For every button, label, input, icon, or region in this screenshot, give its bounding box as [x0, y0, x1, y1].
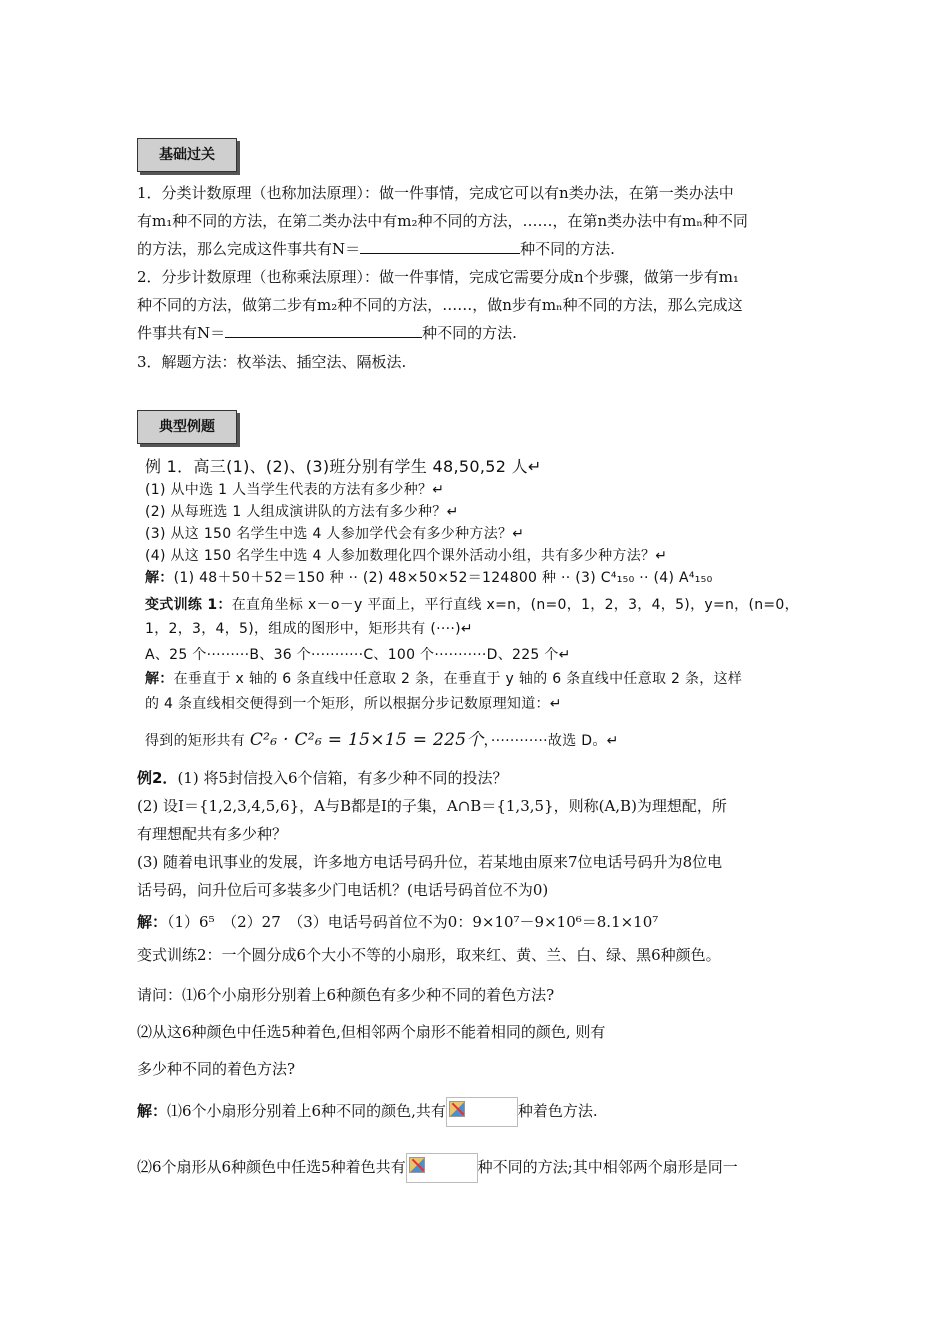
text: ⑴6个小扇形分别着上6种不同的颜色,共有	[167, 1102, 446, 1120]
text: 种不同的方法.	[422, 324, 517, 342]
fill-blank	[360, 239, 520, 254]
text: 得到的矩形共有	[145, 733, 246, 749]
principle-1-line-3	[137, 239, 615, 259]
formula: C²₆ · C²₆ = 15×15 = 225个	[249, 730, 484, 750]
variant-2-solution-1	[137, 1096, 598, 1127]
section-title: 基础过关	[159, 147, 215, 163]
example-2-q3-line-2: 话号码，问升位后可多装多少门电话机？(电话号码首位不为0)	[137, 881, 549, 899]
broken-image-icon	[446, 1097, 518, 1127]
variant-label: 变式训练 1：	[145, 597, 232, 613]
example-2-q2-line-1: (2) 设I＝{1,2,3,4,5,6}，A与B都是I的子集，A∩B＝{1,3,5}，则称(A,B)为理想配，所	[137, 797, 727, 815]
variant-1-options: A、25 个·········B、36 个···········C、100 个···········D、225 个↵	[145, 647, 571, 663]
solution-label: 解：	[137, 1102, 168, 1120]
variant-2-solution-2	[137, 1152, 738, 1183]
example-1-q1: (1) 从中选 1 人当学生代表的方法有多少种？↵	[145, 482, 445, 498]
principle-1-line-2: 有m₁种不同的方法，在第二类办法中有m₂种不同的方法，……，在第n类办法中有mₙ种不同	[137, 212, 748, 230]
text: 例 1．高三(1)、(2)、(3)班分别有学生 48,50,52 人↵	[145, 457, 542, 476]
example-1-q3: (3) 从这 150 名学生中选 4 人参加学代会有多少种方法？↵	[145, 526, 525, 542]
example-2-solution	[137, 912, 658, 932]
example-label: 例2．	[137, 769, 178, 787]
text: 的方法，那么完成这件事共有N＝	[137, 240, 361, 258]
principle-1-line-1: 1．分类计数原理（也称加法原理）：做一件事情，完成它可以有n类办法，在第一类办法中	[137, 184, 734, 202]
variant-2-line-3: ⑵从这6种颜色中任选5种着色,但相邻两个扇形不能着相同的颜色, 则有	[137, 1023, 606, 1041]
variant-1-line-2: 1，2，3，4，5)，组成的图形中，矩形共有 (····)↵	[145, 621, 473, 637]
broken-image-icon	[406, 1153, 478, 1183]
text: 种不同的方法;其中相邻两个扇形是同一	[477, 1158, 738, 1176]
principle-2-line-1: 2．分步计数原理（也称乘法原理）：做一件事情，完成它需要分成n个步骤，做第一步有m₁	[137, 268, 739, 286]
text: ，············故选 D。↵	[483, 733, 619, 749]
variant-1-solution-3	[145, 731, 619, 750]
example-2-q2-line-2: 有理想配共有多少种？	[137, 825, 288, 843]
example-2-q3-line-1: (3) 随着电讯事业的发展，许多地方电话号码升位，若某地由原来7位电话号码升为8位电	[137, 853, 723, 871]
example-1-title	[145, 458, 542, 476]
text: (1) 将5封信投入6个信箱，有多少种不同的投法？	[177, 769, 508, 787]
variant-2-line-1: 变式训练2：一个圆分成6个大小不等的小扇形，取来红、黄、兰、白、绿、黑6种颜色。	[137, 946, 721, 964]
text: 件事共有N＝	[137, 324, 226, 342]
text: ⑵6个扇形从6种颜色中任选5种着色共有	[137, 1158, 406, 1176]
section-header-basic	[137, 138, 237, 172]
fill-blank	[225, 323, 422, 338]
variant-1-line-1	[145, 596, 799, 614]
example-1-solution	[145, 569, 713, 587]
principle-2-line-2: 种不同的方法，做第二步有m₂种不同的方法，……，做n步有mₙ种不同的方法，那么完成这	[137, 296, 743, 314]
text: 在直角坐标 x－o－y 平面上，平行直线 x=n，(n=0，1，2，3，4，5)，y=n，(n=0，	[231, 597, 799, 613]
example-1-q4: (4) 从这 150 名学生中选 4 人参加数理化四个课外活动小组，共有多少种方法？↵	[145, 548, 668, 564]
principle-2-line-3	[137, 323, 517, 343]
text: 种不同的方法.	[520, 240, 615, 258]
variant-2-line-2: 请问：⑴6个小扇形分别着上6种颜色有多少种不同的着色方法?	[137, 986, 555, 1004]
example-1-q2: (2) 从每班选 1 人组成演讲队的方法有多少种？↵	[145, 504, 459, 520]
text: 种着色方法.	[517, 1102, 598, 1120]
text: （1）6⁵ （2）27 （3）电话号码首位不为0：9×10⁷－9×10⁶＝8.1×10⁷	[167, 913, 659, 931]
variant-1-solution-2: 的 4 条直线相交便得到一个矩形，所以根据分步记数原理知道：↵	[145, 696, 562, 712]
variant-1-solution-1	[145, 670, 742, 688]
section-header-examples	[137, 410, 237, 444]
variant-2-line-4: 多少种不同的着色方法?	[137, 1060, 296, 1078]
solution-label: 解：	[145, 671, 174, 687]
solution-label: 解：	[137, 913, 168, 931]
text: 在垂直于 x 轴的 6 条直线中任意取 2 条，在垂直于 y 轴的 6 条直线中任意取 2 条，这样	[173, 671, 743, 687]
solution-label: 解：	[145, 570, 174, 586]
solution-text: (1) 48＋50＋52＝150 种 ·· (2) 48×50×52＝124800 种 ·· (3) C⁴₁₅₀ ·· (4) A⁴₁₅₀	[173, 570, 713, 586]
example-2-q1	[137, 768, 508, 788]
section-title: 典型例题	[159, 419, 215, 435]
principle-3: 3．解题方法：枚举法、插空法、隔板法.	[137, 353, 407, 371]
